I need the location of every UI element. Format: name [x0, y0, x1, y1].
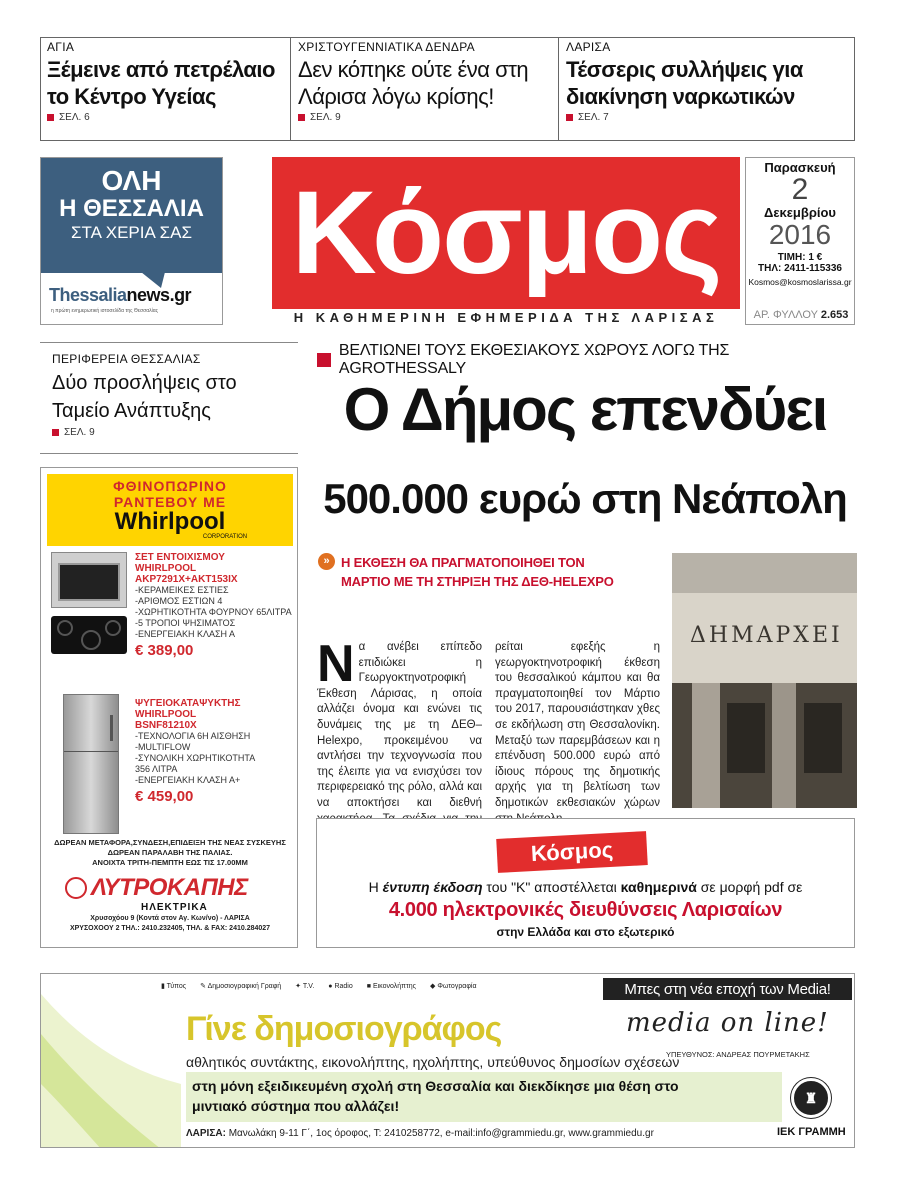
photo-icon: ◆ Φωτογραφία [429, 983, 477, 990]
date-year: 2016 [768, 219, 832, 250]
product1-price: € 389,00 [135, 642, 194, 659]
oven-image [51, 552, 127, 608]
photo-sign: ΔΗΜΑΡΧΕΙ [690, 623, 843, 648]
kicker-square-icon [317, 353, 331, 367]
date-weekday: Παρασκευή [764, 160, 836, 175]
email: Kosmos@kosmoslarissa.gr [748, 277, 852, 287]
promo-line2: 4.000 ηλεκτρονικές διευθύνσεις Λαρισαίων [388, 899, 783, 921]
masthead-logo[interactable] [272, 157, 740, 309]
teaser-divider [558, 37, 559, 141]
slogan-bar: Μπες στη νέα εποχή των Media! [603, 978, 852, 1000]
camera-icon: ■ Εικονολήπτης [366, 982, 416, 990]
teaser-title: Δεν κόπηκε ούτε ένα στη Λάρισα λόγω κρίσης! [298, 57, 529, 109]
teaser-page: ΣΕΛ. 6 [47, 112, 287, 123]
product1-title: ΣΕΤ ΕΝΤΟΙΧΙΣΜΟΥ [135, 552, 225, 563]
product1-brand: WHIRLPOOL [135, 563, 197, 574]
product2 [135, 698, 295, 805]
product2-feature: -ΕΝΕΡΓΕΙΑΚΗ ΚΛΑΣΗ Α+ [135, 775, 241, 785]
seal-icon: ♜ [804, 1089, 818, 1106]
issue-number: ΑΡ. ΦΥΛΛΟΥ 2.653 [753, 309, 849, 321]
director: ΥΠΕΥΘΥΝΟΣ: ΑΝΔΡΕΑΣ ΠΟΥΡΜΕΤΑΚΗΣ [666, 1050, 810, 1059]
thessalianews-banner [41, 158, 222, 273]
masthead-tagline: Η ΚΑΘΗΜΕΡΙΝΗ ΕΦΗΜΕΡΙΔΑ ΤΗΣ ΛΑΡΙΣΑΣ [293, 310, 719, 325]
date-month: Δεκεμβρίου [764, 205, 836, 220]
promo-line1: Η έντυπη έκδοση του "Κ" αποστέλλεται καθημερινά σε μορφή pdf σε [368, 879, 803, 895]
journalism-school-ad[interactable] [40, 973, 855, 1148]
iek-seal [791, 1078, 831, 1118]
whirlpool-ad[interactable] [40, 467, 298, 948]
teaser-title: Τέσσερις συλλήψεις για διακίνηση ναρκωτικών [566, 57, 803, 109]
product1-feature: -ΧΩΡΗΤΙΚΟΤΗΤΑ ΦΟΥΡΝΟΥ 65ΛΙΤΡΑ [135, 607, 292, 617]
whirlpool-logo: Whirlpool [114, 508, 226, 535]
teaser-kicker: ΧΡΙΣΤΟΥΓΕΝΝΙΑΤΙΚΑ ΔΕΝΔΡΑ [298, 40, 475, 54]
thessalianews-brand: Thessalianews.gr [49, 285, 192, 305]
bullet-icon [47, 114, 54, 121]
ad-roles: αθλητικός συντάκτης, εικονολήπτης, ηχολήπτης, υπεύθυνος δημοσίων σχέσεων [186, 1054, 680, 1070]
teaser-kicker: ΑΓΙΑ [47, 40, 75, 54]
phone: ΤΗΛ: 2411-115336 [758, 263, 842, 274]
logo-text: Κόσμος [291, 167, 721, 299]
hob-image [51, 616, 127, 654]
photo-column [772, 683, 796, 808]
ad-banner-line1: ΦΘΙΝΟΠΩΡΙΝΟ [113, 478, 227, 494]
main-subheadline[interactable]: 500.000 ευρώ στη Νεάπολη [323, 475, 847, 522]
bullet-icon [52, 429, 59, 436]
product1-model: AKP7291X+AKT153IX [135, 574, 238, 585]
store-address: Χρυσοχόου 9 (Κοντά στον Αγ. Κων/νο) - ΛΑΡΙΣΑ ΧΡΥΣΟΧΟΟΥ 2 ΤΗΛ.: 2410.232405, ΤΗΛ. & FAX: 2410.284027 [69, 915, 271, 932]
article-col2: ρείται εφεξής η γεωργοκτηνοτροφική έκθεση του θεσσαλικού κάμπου και θα πραγματοποιηθεί τον Μάρτιο του 2017, παρουσιάστηκαν χθες σε εκδήλωση στη Θεσσαλονίκη. Μεταξύ των παρεμβάσεων και η επένδυση 500.000 ευρώ από ίδιους πόρους της δημοτικής αρχής για τη βελτίωση των δημοτικών εκθεσιακών χώρων [495, 640, 660, 849]
ad-address: ΛΑΡΙΣΑ: Μανωλάκη 9-11 Γ΄, 1ος όροφος, Τ: 2410258772, e-mail:info@grammiedu.gr, www.grammiedu.gr [186, 1128, 654, 1139]
teaser-kicker: ΛΑΡΙΣΑ [566, 40, 611, 54]
radio-icon: ● Radio [328, 982, 353, 990]
product2-feature: -ΣΥΝΟΛΙΚΗ ΧΩΡΗΤΙΚΟΤΗΤΑ [135, 753, 256, 763]
product2-brand: WHIRLPOOL [135, 709, 197, 720]
main-kicker: ΒΕΛΤΙΩΝΕΙ ΤΟΥΣ ΕΚΘΕΣΙΑΚΟΥΣ ΧΩΡΟΥΣ ΛΟΓΩ ΤΗΣ AGROTHESSALY [317, 342, 857, 378]
city-hall-photo [672, 553, 857, 808]
press-icon: ▮ Τύπος [161, 983, 187, 990]
teaser-title: Δύο προσλήψεις στο Ταμείο Ανάπτυξης [52, 372, 237, 422]
media-icons [161, 982, 477, 990]
teaser-trees[interactable] [298, 40, 554, 123]
product2-feature: -MULTIFLOW [135, 742, 191, 752]
date-box [745, 157, 855, 325]
teaser-arrests[interactable] [566, 40, 852, 123]
photo-sky [672, 553, 857, 593]
kosmos-promo[interactable] [316, 818, 855, 948]
store-emblem-icon [65, 877, 87, 899]
product2-model: BSNF81210X [135, 720, 197, 731]
thessalianews-line3: ΣΤΑ ΧΕΡΙΑ ΣΑΣ [71, 223, 192, 242]
whirlpool-logo-sub: CORPORATION [202, 534, 248, 540]
product1-feature: -5 ΤΡΟΠΟΙ ΨΗΣΙΜΑΤΟΣ [135, 618, 236, 628]
photo-window [727, 703, 765, 773]
thessalianews-subtext: η πρώτη ενημερωτική ιστοσελίδα της Θεσσαλίας [51, 308, 159, 314]
media-online-logo: media on line! [626, 1008, 829, 1038]
product1-feature: -ΕΝΕΡΓΕΙΑΚΗ ΚΛΑΣΗ Α [135, 629, 236, 639]
promo-logo: Κόσμος [496, 831, 648, 873]
store-logo: ΛΥΤΡΟΚΑΠΗΣ [65, 874, 285, 902]
fridge-image [63, 694, 119, 834]
main-sub: » Η ΕΚΘΕΣΗ ΘΑ ΠΡΑΓΜΑΤΟΠΟΙΗΘΕΙ ΤΟΝ ΜΑΡΤΙΟ ΜΕ ΤΗ ΣΤΗΡΙΞΗ ΤΗΣ ΔΕΘ-HELEXPO [318, 553, 618, 591]
product2-feature: 356 ΛΙΤΡΑ [135, 764, 178, 774]
ad-title: Γίνε δημοσιογράφος [186, 1010, 502, 1048]
thessalianews-line2: Η ΘΕΣΣΑΛΙΑ [59, 195, 204, 222]
date-day: 2 [791, 173, 809, 206]
teaser-divider [290, 37, 291, 141]
photo-column [692, 683, 720, 808]
ad-footer: ΔΩΡΕΑΝ ΜΕΤΑΦΟΡΑ,ΣΥΝΔΕΣΗ,ΕΠΙΔΕΙΞΗ ΤΗΣ ΝΕΑΣ ΣΥΣΚΕΥΗΣ ΔΩΡΕΑΝ ΠΑΡΑΛΑΒΗ ΤΗΣ ΠΑΛΙΑΣ. ΑΝΟΙΧΤΑ ΤΡΙΤΗ-ΠΕΜΠΤΗ ΕΩΣ ΤΙΣ 17.00ΜΜ [54, 838, 286, 867]
thessalianews-line1: ΟΛΗ [101, 165, 162, 196]
side-teaser[interactable] [40, 342, 298, 454]
iek-label: ΙΕΚ ΓΡΑΜΜΗ [777, 1126, 846, 1138]
teaser-page: ΣΕΛ. 7 [566, 112, 852, 123]
article-col1: Να ανέβει επίπεδο επιδιώκει η Γεωργοκτηνοτροφική Έκθεση Λάρισας, η οποία αλλάζει όνομα και ενώνει τις δυνάμεις της με τη ΔΕΘ–Helexpo, προκειμένου να αντλήσει την τεχνογνωσία που της έλειπε για να ενισχύσει τον περιφερειακό της ρόλο, αλλά και να αποκτήσει και διεθνή [317, 635, 482, 809]
pitch-box: στη μόνη εξειδικευμένη σχολή στη Θεσσαλία και διεκδίκησε μια θέση στο μιντιακό σύστημα που αλλάζει! [186, 1072, 782, 1122]
teaser-agia[interactable] [47, 40, 287, 123]
photo-window [804, 703, 842, 773]
product2-title: ΨΥΓΕΙΟΚΑΤΑΨΥΚΤΗΣ [135, 698, 241, 709]
dropcap: Ν [317, 635, 355, 693]
arrows-icon: » [318, 553, 335, 570]
product1 [135, 552, 295, 659]
bullet-icon [566, 114, 573, 121]
product2-feature: -ΤΕΧΝΟΛΟΓΙΑ 6Η ΑΙΣΘΗΣΗ [135, 731, 251, 741]
product2-price: € 459,00 [135, 788, 194, 805]
store-sub: ΗΛΕΚΤΡΙΚΑ [141, 902, 208, 913]
ad-banner [47, 474, 293, 546]
teaser-kicker: ΠΕΡΙΦΕΡΕΙΑ ΘΕΣΣΑΛΙΑΣ [52, 352, 201, 366]
thessalianews-ad[interactable] [40, 157, 223, 325]
swoosh-graphic [41, 974, 181, 1148]
teaser-page: ΣΕΛ. 9 [298, 112, 554, 123]
tv-icon: ✦ T.V. [295, 983, 315, 990]
bullet-icon [298, 114, 305, 121]
price: ΤΙΜΗ: 1 € [777, 252, 823, 263]
promo-line3: στην Ελλάδα και στο εξωτερικό [496, 925, 675, 939]
writing-icon: ✎ Δημοσιογραφική Γραφή [200, 983, 282, 990]
teaser-title: Ξέμεινε από πετρέλαιο το Κέντρο Υγείας [47, 57, 275, 109]
product1-feature: -ΚΕΡΑΜΕΙΚΕΣ ΕΣΤΙΕΣ [135, 585, 229, 595]
ad-banner-line2: ΡΑΝΤΕΒΟΥ ΜΕ [113, 494, 227, 510]
main-headline[interactable]: Ο Δήμος επενδύει [343, 376, 827, 443]
teaser-page: ΣΕΛ. 9 [52, 427, 286, 438]
product1-feature: -ΑΡΙΘΜΟΣ ΕΣΤΙΩΝ 4 [135, 596, 223, 606]
